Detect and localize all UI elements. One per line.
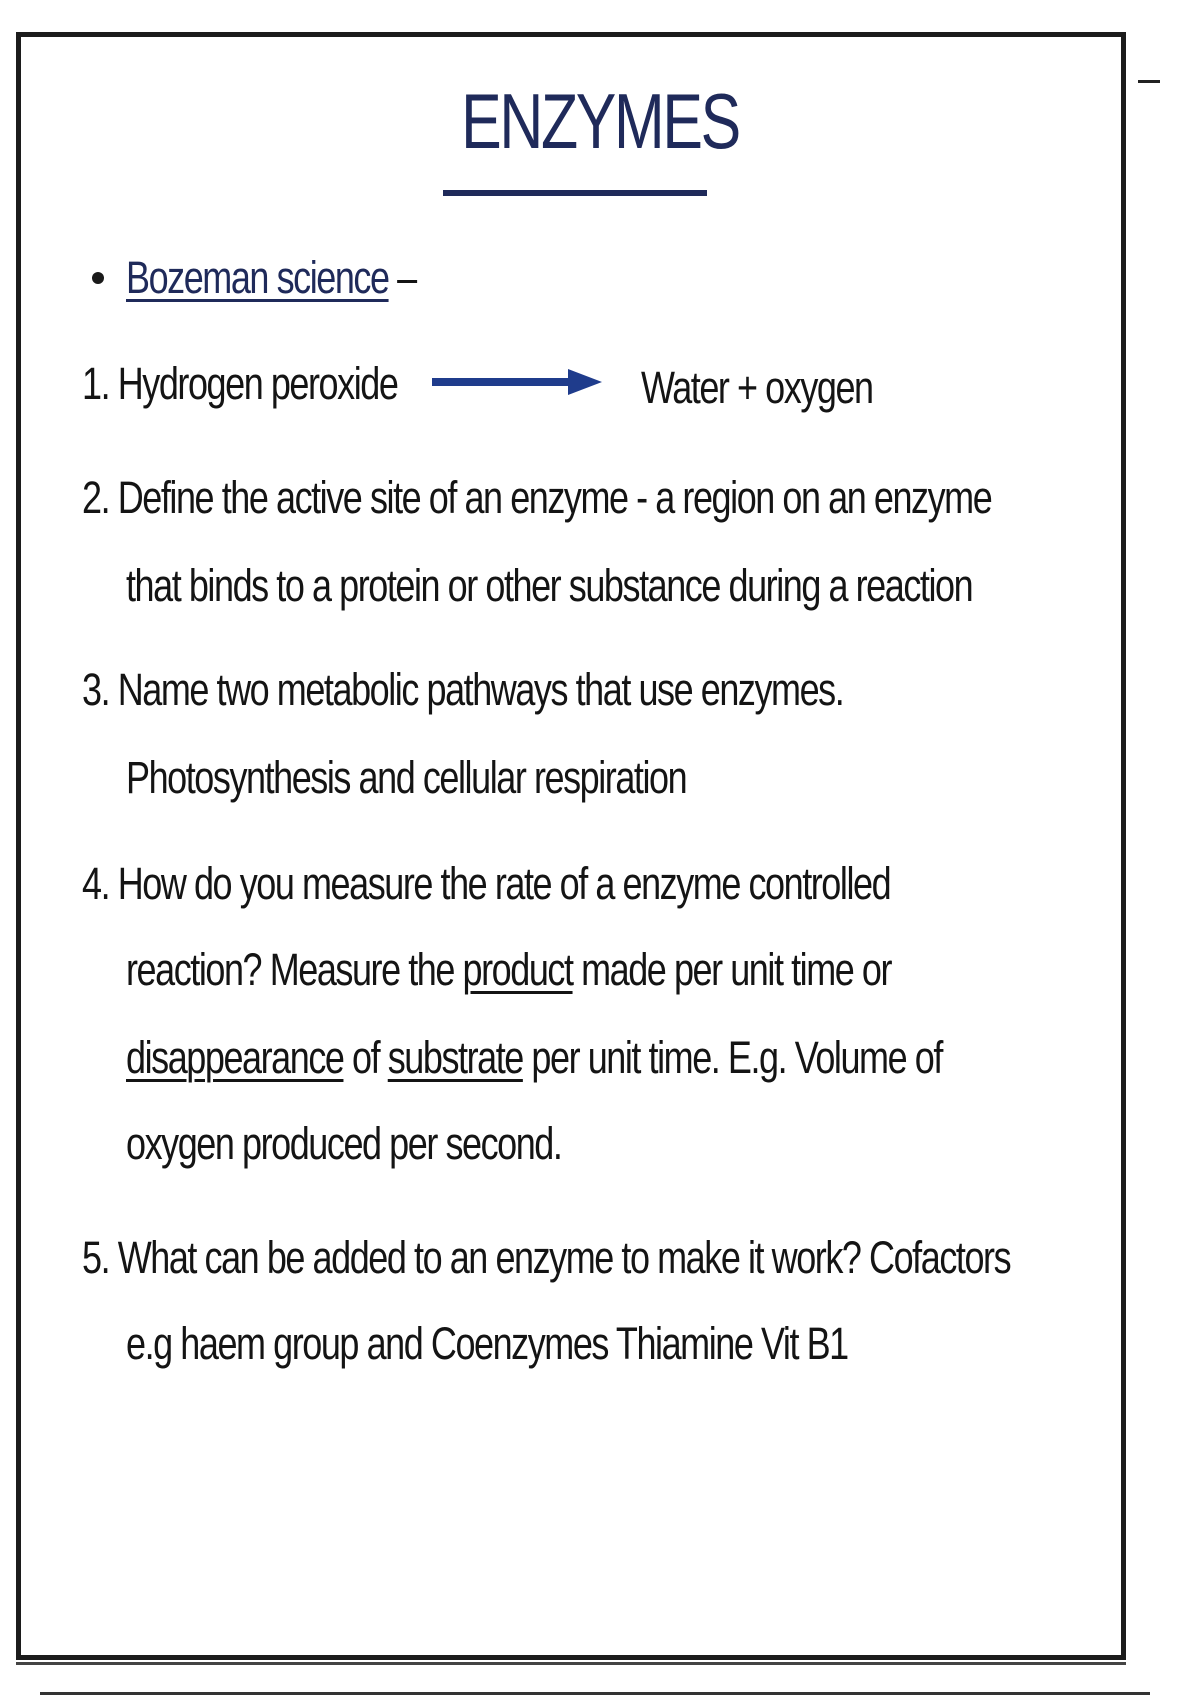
item-4-line-2 — [126, 944, 891, 996]
item-3-line-1 — [82, 664, 843, 716]
page-title: ENZYMES — [461, 77, 739, 165]
item-number: 4. — [82, 858, 110, 909]
item-5-line-1 — [82, 1232, 1010, 1284]
bozeman-dash: – — [388, 252, 416, 303]
product-term: product — [462, 944, 573, 995]
item-4-text: How do you measure the rate of a enzyme controlled — [117, 858, 891, 909]
item-1-reactant: Hydrogen peroxide — [117, 358, 398, 409]
item-2-text: Define the active site of an enzyme - a region on an enzyme — [117, 472, 992, 523]
bozeman-heading — [126, 252, 416, 304]
bozeman-label: Bozeman science — [126, 252, 389, 303]
item-4-line-1 — [82, 858, 890, 910]
item-4-line-4: oxygen produced per second. — [126, 1118, 562, 1169]
item-4-text: of — [343, 1032, 388, 1083]
item-number: 3. — [82, 664, 110, 715]
item-1-right: Water + oxygen — [641, 362, 873, 413]
item-2-line-1 — [82, 472, 991, 524]
title-underline — [443, 190, 707, 196]
item-number: 5. — [82, 1232, 110, 1283]
arrow-right-icon — [432, 369, 602, 395]
item-2-line-2: that binds to a protein or other substance during a reaction — [126, 560, 973, 611]
item-4-text: made per unit time or — [572, 944, 892, 995]
item-3-text: Name two metabolic pathways that use enzymes. — [117, 664, 844, 715]
substrate-term: substrate — [387, 1032, 523, 1083]
item-3-line-2: Photosynthesis and cellular respiration — [126, 752, 687, 803]
item-5-line-2: e.g haem group and Coenzymes Thiamine Vit B1 — [126, 1318, 848, 1369]
item-4-text: per unit time. E.g. Volume of — [522, 1032, 942, 1083]
page-bottom-rule — [40, 1692, 1150, 1695]
item-4-line-3 — [126, 1032, 942, 1084]
item-4-text: reaction? Measure the — [126, 944, 463, 995]
frame-bottom-edge — [16, 1662, 1126, 1665]
bullet-icon — [92, 272, 104, 284]
item-5-text: What can be added to an enzyme to make it work? Cofactors — [117, 1232, 1011, 1283]
disappearance-term: disappearance — [126, 1032, 344, 1083]
item-number: 1. — [82, 358, 110, 409]
item-number: 2. — [82, 472, 110, 523]
item-1-left — [82, 358, 397, 410]
edge-mark — [1138, 80, 1160, 83]
